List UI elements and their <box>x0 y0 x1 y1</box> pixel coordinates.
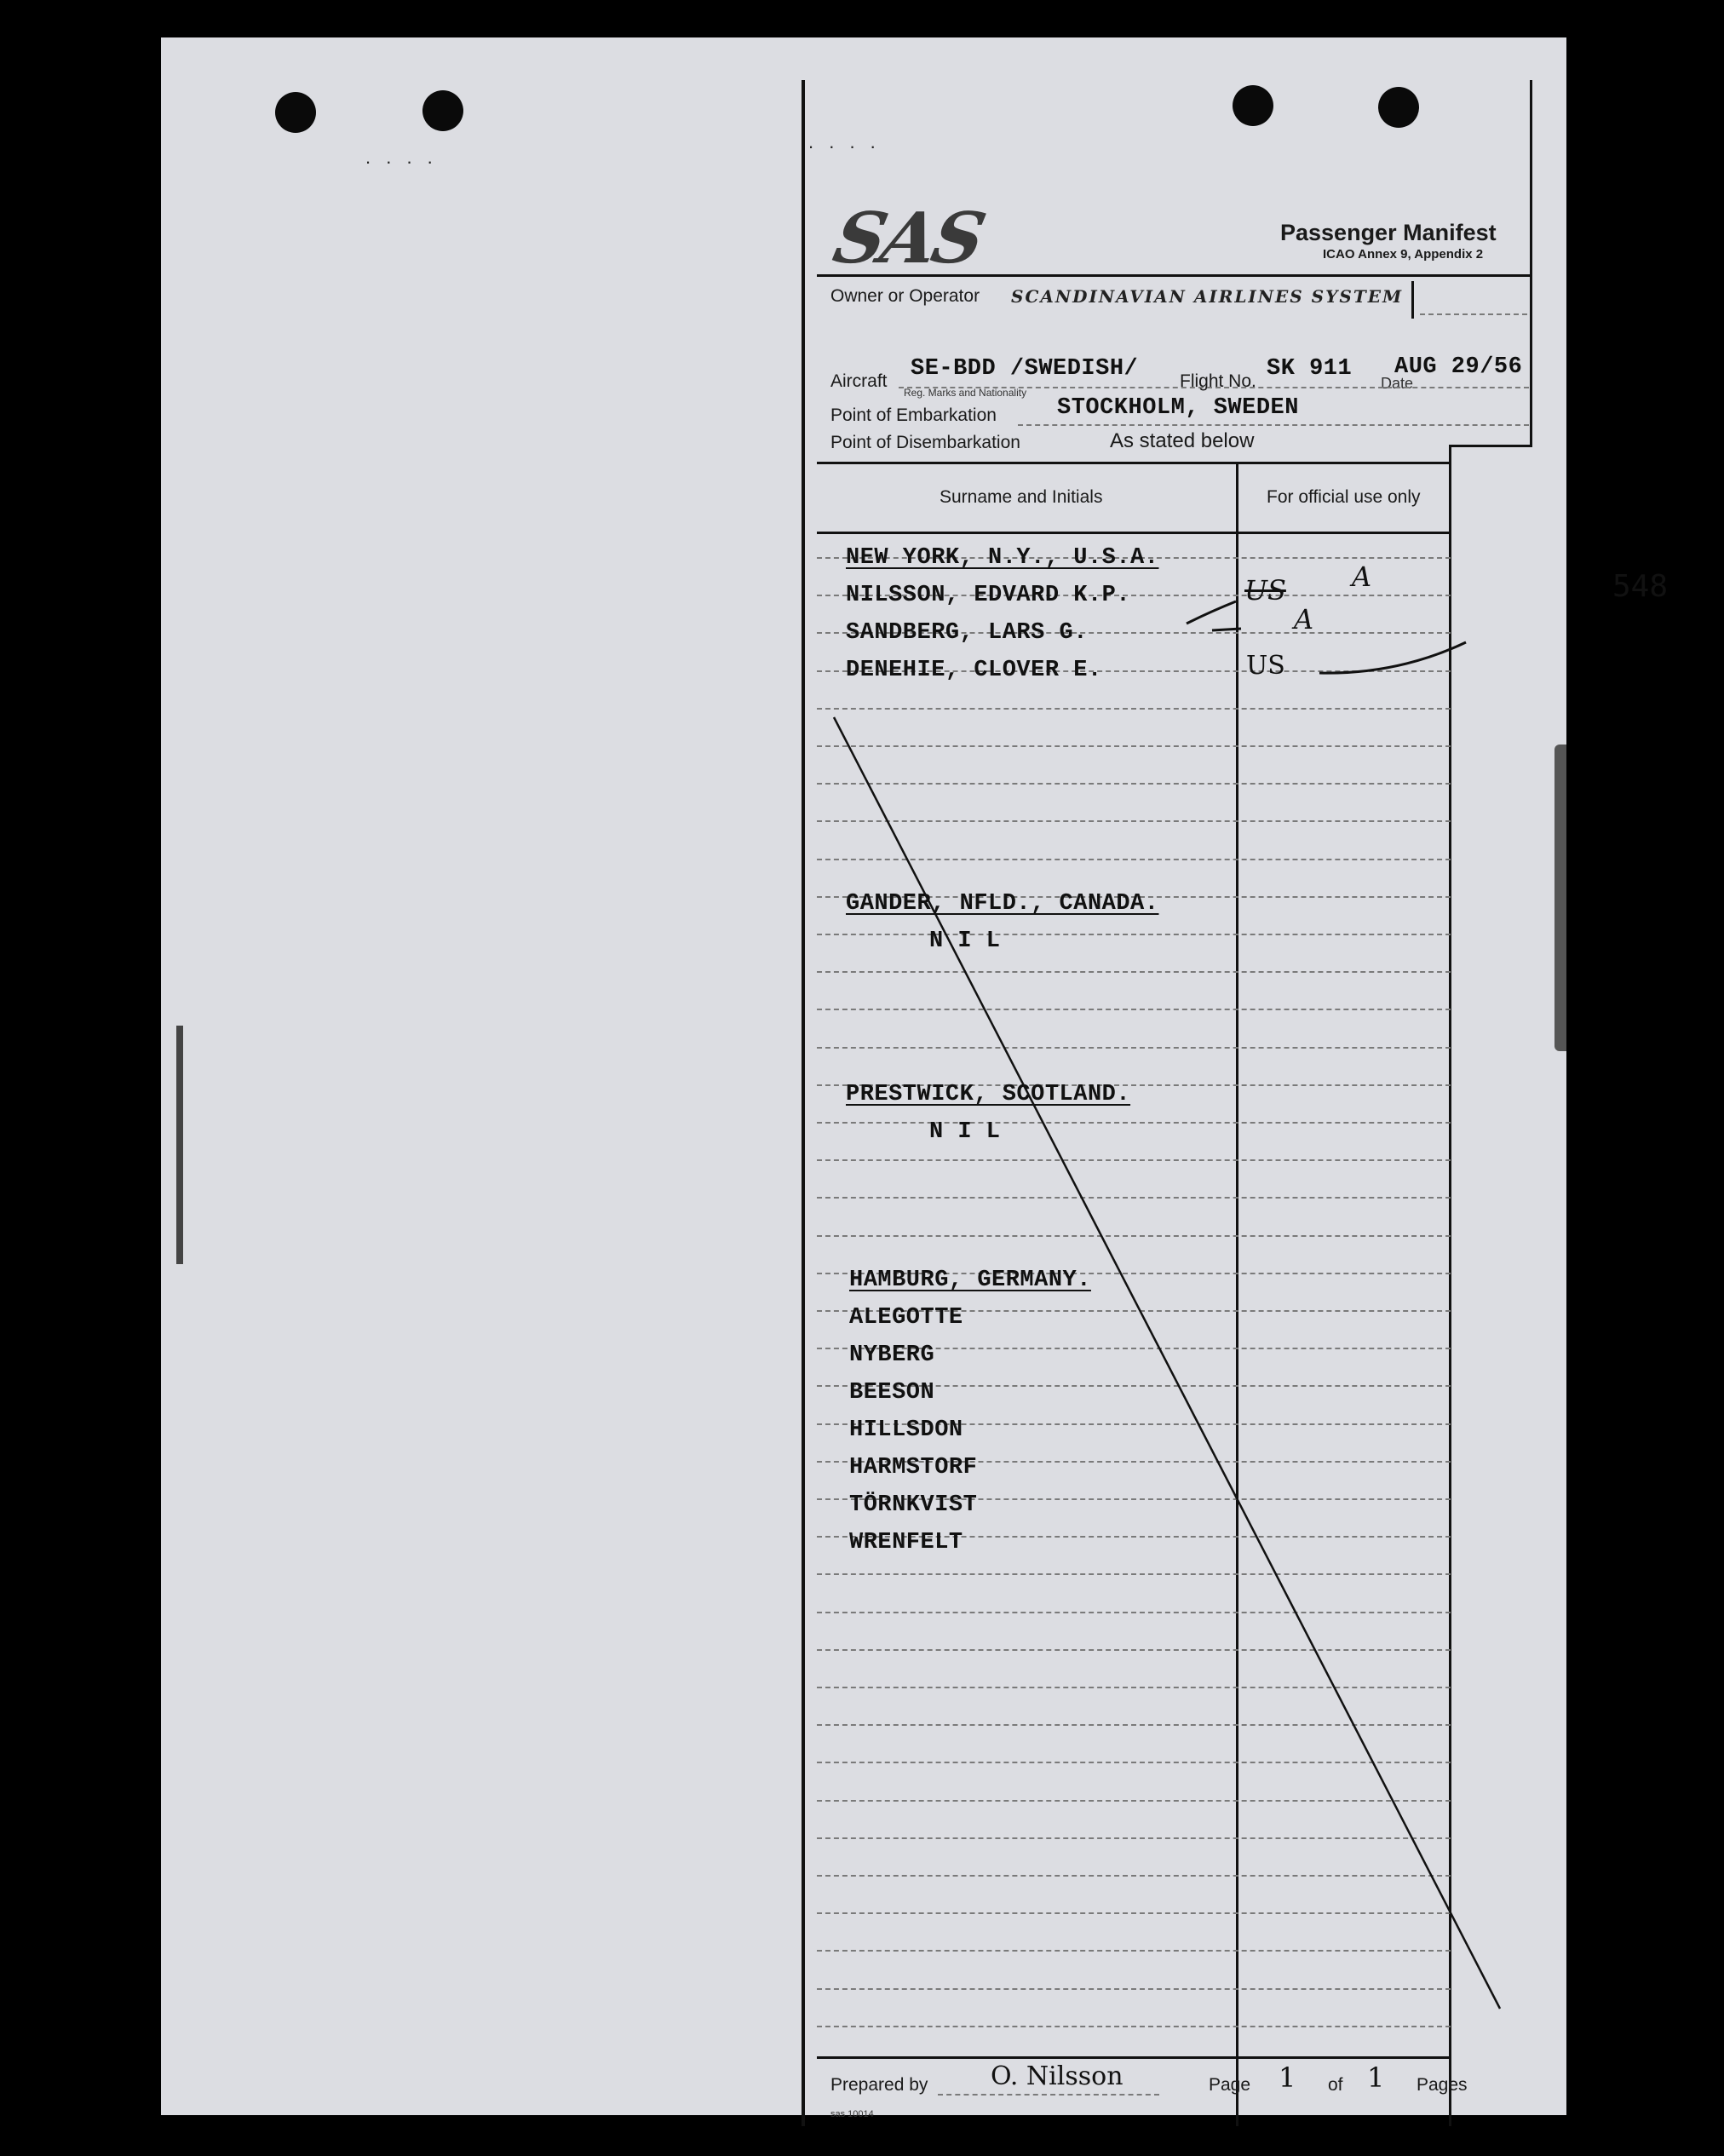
check-stroke <box>1319 642 1466 673</box>
form-code: sas 10014 <box>830 2109 874 2119</box>
punch-hole <box>275 92 316 133</box>
official-column-header: For official use only <box>1267 487 1421 507</box>
page-number: 548 <box>1612 569 1669 604</box>
passenger-name: HARMSTORF <box>849 1455 978 1480</box>
of-value: 1 <box>1367 2061 1385 2094</box>
surname-column-header: Surname and Initials <box>940 487 1103 507</box>
passenger-name: NYBERG <box>849 1342 935 1368</box>
manifest-subtitle: ICAO Annex 9, Appendix 2 <box>1323 247 1484 262</box>
owner-value: SCANDINAVIAN AIRLINES SYSTEM <box>1011 286 1404 307</box>
destination-heading: PRESTWICK, SCOTLAND. <box>846 1082 1131 1107</box>
page-value: 1 <box>1279 2061 1296 2094</box>
destination-heading: GANDER, NFLD., CANADA. <box>846 891 1159 917</box>
flight-value: SK 911 <box>1267 356 1353 382</box>
owner-label: Owner or Operator <box>830 286 980 306</box>
disembark-value: As stated below <box>1110 429 1255 452</box>
reg-marks-note: Reg. Marks and Nationality <box>904 387 1027 399</box>
aircraft-value: SE-BDD /SWEDISH/ <box>911 356 1139 382</box>
tick-mark <box>1187 601 1236 624</box>
manifest-form <box>802 80 1532 2126</box>
dash-mark <box>1212 629 1241 630</box>
passenger-name: HILLSDON <box>849 1417 963 1443</box>
passenger-name: BEESON <box>849 1380 935 1406</box>
official-mark-status: A <box>1352 561 1372 593</box>
nil-entry: N I L <box>929 1119 1001 1145</box>
aircraft-label: Aircraft <box>830 371 888 391</box>
embark-label: Point of Embarkation <box>830 405 997 425</box>
sas-logo: SAS <box>826 198 990 279</box>
manifest-sheet <box>161 37 1669 2119</box>
passenger-name: ALEGOTTE <box>849 1305 963 1331</box>
date-label: Date <box>1381 375 1414 392</box>
speck-marks: . . . . <box>808 131 881 152</box>
prepared-by-value: O. Nilsson <box>991 2061 1123 2091</box>
official-mark-nationality: US <box>1244 574 1286 607</box>
passenger-name: NILSSON, EDVARD K.P. <box>846 583 1131 608</box>
passenger-name: DENEHIE, CLOVER E. <box>846 658 1102 683</box>
flight-label: Flight No. <box>1180 371 1256 391</box>
punch-hole <box>422 90 463 131</box>
destination-heading: NEW YORK, N.Y., U.S.A. <box>846 545 1159 571</box>
passenger-name: WRENFELT <box>849 1530 963 1555</box>
edge-shadow <box>176 1026 183 1264</box>
official-mark-status: A <box>1294 603 1314 635</box>
passenger-name: TÖRNKVIST <box>849 1492 978 1518</box>
of-label: of <box>1328 2075 1343 2095</box>
edge-shadow <box>1554 745 1566 1051</box>
pen-strokes <box>802 80 1534 2126</box>
speck-marks: . . . . <box>365 147 438 168</box>
pages-label: Pages <box>1417 2075 1468 2095</box>
page-label: Page <box>1209 2075 1251 2095</box>
official-mark-nationality: US <box>1246 651 1285 681</box>
manifest-title: Passenger Manifest <box>1280 220 1497 245</box>
diagonal-cancel-line <box>834 717 1500 2009</box>
prepared-by-label: Prepared by <box>830 2075 928 2095</box>
disembark-label: Point of Disembarkation <box>830 433 1020 452</box>
date-value: AUG 29/56 <box>1394 354 1523 380</box>
passenger-name: SANDBERG, LARS G. <box>846 620 1088 646</box>
destination-heading: HAMBURG, GERMANY. <box>849 1268 1091 1293</box>
nil-entry: N I L <box>929 929 1001 954</box>
embark-value: STOCKHOLM, SWEDEN <box>1057 395 1299 421</box>
